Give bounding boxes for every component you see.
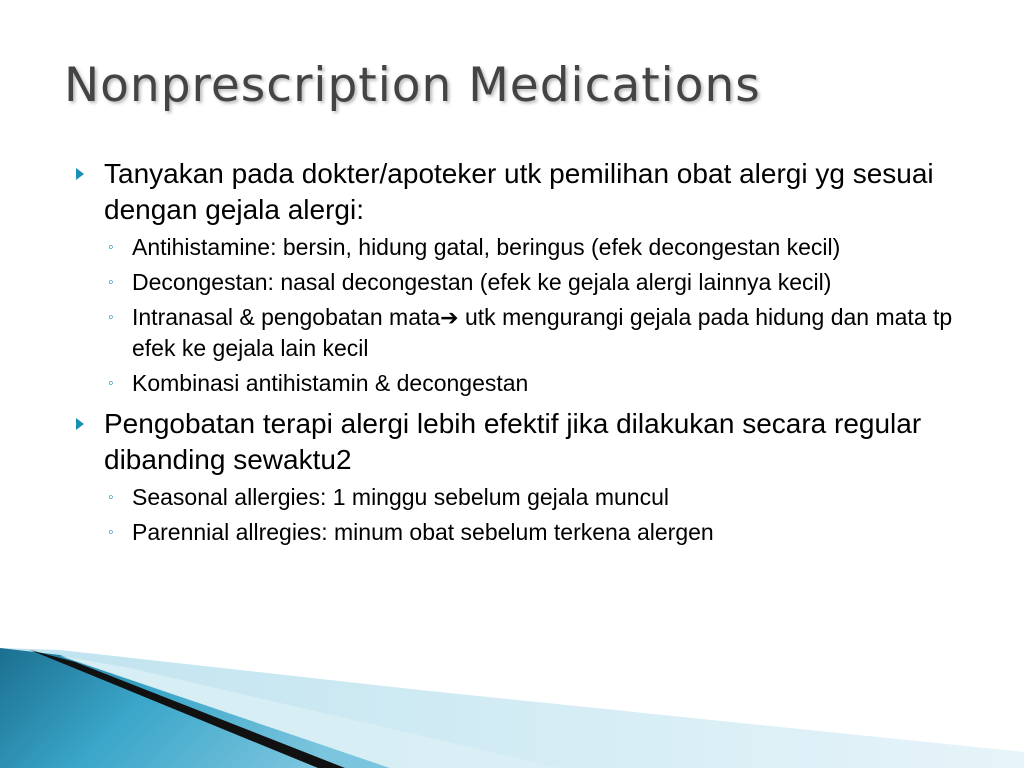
bullet-text: Pengobatan terapi alergi lebih efektif jika dilakukan secara regular dibanding sewaktu2 bbox=[104, 408, 922, 475]
circle-bullet-icon: ◦ bbox=[108, 274, 114, 291]
sub-bullet-text-part: Intranasal & pengobatan mata bbox=[132, 304, 441, 330]
sub-bullet-item bbox=[104, 482, 972, 512]
sub-bullet-text bbox=[132, 304, 952, 361]
triangle-bullet-icon bbox=[76, 168, 84, 180]
sub-bullet-item bbox=[104, 368, 972, 398]
right-arrow-icon: ➔ bbox=[440, 305, 459, 330]
circle-bullet-icon: ◦ bbox=[108, 309, 114, 326]
circle-bullet-icon: ◦ bbox=[108, 239, 114, 256]
bullet-list bbox=[72, 156, 972, 555]
bullet-item bbox=[72, 406, 972, 547]
sub-bullet-list bbox=[104, 232, 972, 398]
circle-bullet-icon: ◦ bbox=[108, 489, 114, 506]
sub-bullet-item bbox=[104, 232, 972, 262]
sub-bullet-item bbox=[104, 302, 972, 363]
sub-bullet-item bbox=[104, 517, 972, 547]
slide-title: Nonprescription Medications bbox=[64, 58, 761, 113]
circle-bullet-icon: ◦ bbox=[108, 524, 114, 541]
sub-bullet-text: Seasonal allergies: 1 minggu sebelum gejala muncul bbox=[132, 484, 669, 510]
sub-bullet-text: Kombinasi antihistamin & decongestan bbox=[132, 370, 529, 396]
circle-bullet-icon: ◦ bbox=[108, 375, 114, 392]
bullet-text: Tanyakan pada dokter/apoteker utk pemilihan obat alergi yg sesuai dengan gejala alergi: bbox=[104, 158, 934, 225]
triangle-bullet-icon bbox=[76, 418, 84, 430]
bullet-item bbox=[72, 156, 972, 398]
sub-bullet-list bbox=[104, 482, 972, 547]
sub-bullet-text-part: utk mengurangi gejala pada hidung dan mata tp efek ke gejala lain kecil bbox=[132, 304, 953, 361]
sub-bullet-text: Decongestan: nasal decongestan (efek ke gejala alergi lainnya kecil) bbox=[132, 269, 832, 295]
sub-bullet-item bbox=[104, 267, 972, 297]
sub-bullet-text: Parennial allregies: minum obat sebelum terkena alergen bbox=[132, 519, 714, 545]
sub-bullet-text: Antihistamine: bersin, hidung gatal, beringus (efek decongestan kecil) bbox=[132, 234, 841, 260]
